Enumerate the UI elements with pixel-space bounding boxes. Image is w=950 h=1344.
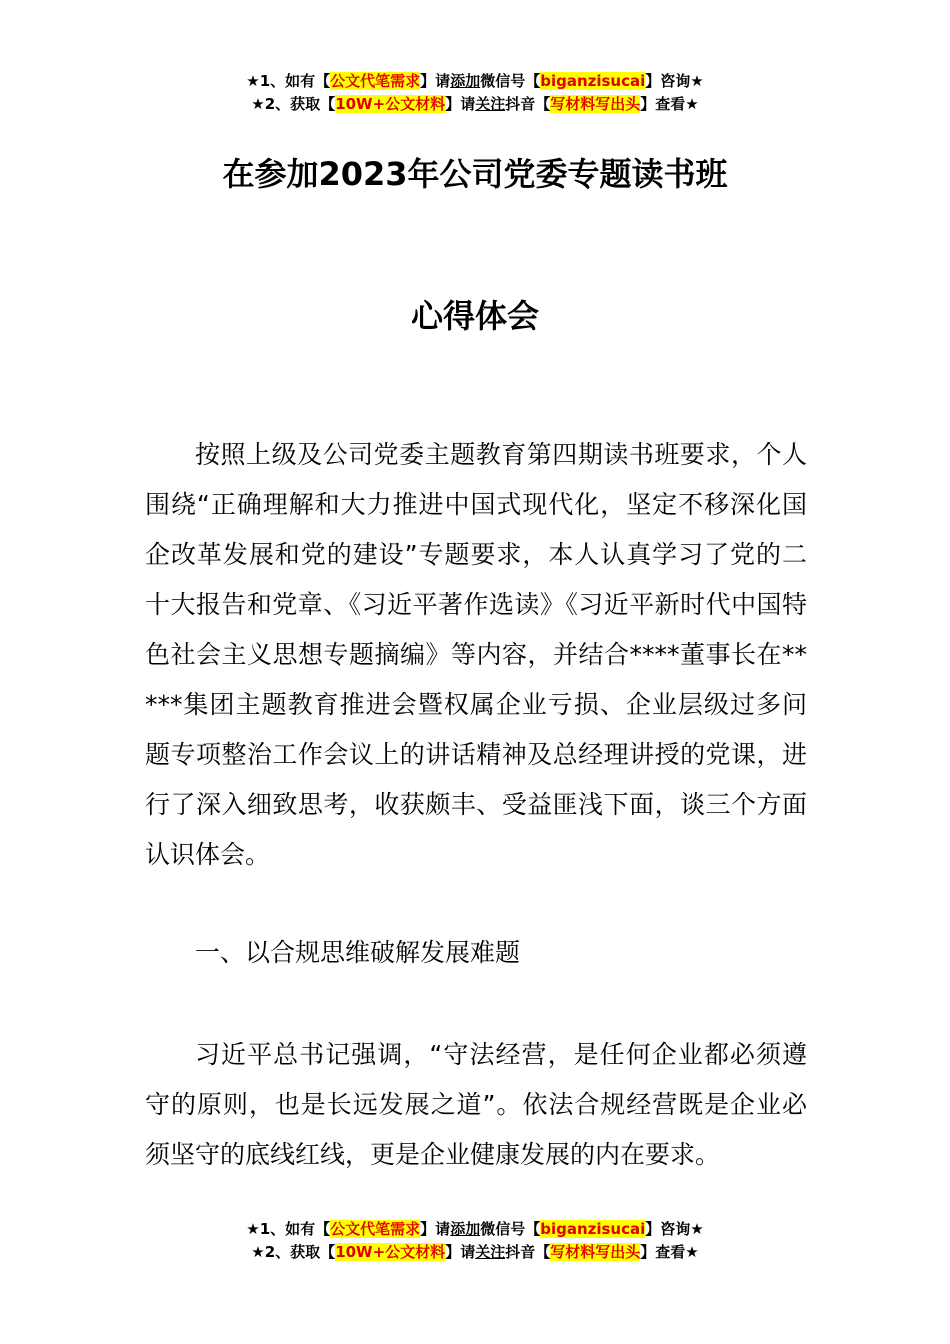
banner-highlight: biganzisucai	[540, 1220, 646, 1238]
body-paragraph: 按照上级及公司党委主题教育第四期读书班要求，个人围绕“正确理解和大力推进中国式现代化，坚定不移深化国企改革发展和党的建设”专题要求，本人认真学习了党的二十大报告和党章、《习近平著作选读》《习近平新时代中国特色社会主义思想专题摘编》等内容，并结合****董事长在*****集团主题教育推进会暨权属企业亏损、企业层级过多问题专项整治工作会议上的讲话精神及总经理讲授的党课，进行了深入细致思考，收获颇丰、受益匪浅下面，谈三个方面认识体会。	[145, 440, 807, 869]
bottom-banner	[0, 1218, 950, 1264]
banner-text: 】咨询★	[645, 1220, 704, 1238]
banner-highlight: 公文代笔需求	[330, 1220, 421, 1238]
banner-underlined-text: 关注	[475, 95, 506, 113]
banner-highlight: 写材料写出头	[550, 95, 641, 113]
banner-highlight: 公文代笔需求	[330, 72, 421, 90]
banner-text: ★2、获取【	[251, 95, 336, 113]
banner-highlight: 10W+公文材料	[335, 1243, 446, 1261]
banner-underlined-text: 添加	[450, 72, 481, 90]
banner-text: 】请	[420, 72, 451, 90]
top-banner	[0, 70, 950, 116]
document-title-line-1: 在参加2023年公司党委专题读书班	[222, 155, 728, 193]
banner-line-1	[0, 70, 950, 93]
banner-text: 微信号【	[480, 1220, 541, 1238]
banner-text: 】咨询★	[645, 72, 704, 90]
banner-highlight: 写材料写出头	[550, 1243, 641, 1261]
section-heading: 一、以合规思维破解发展难题	[195, 938, 521, 967]
banner-line-1	[0, 1218, 950, 1241]
body-paragraph: 习近平总书记强调，“守法经营，是任何企业都必须遵守的原则，也是长远发展之道”。依法合规经营既是企业必须坚守的底线红线，更是企业健康发展的内在要求。	[145, 1040, 807, 1169]
banner-text: 】请	[445, 95, 476, 113]
banner-underlined-text: 关注	[475, 1243, 506, 1261]
banner-highlight: 10W+公文材料	[335, 95, 446, 113]
banner-line-2	[0, 1241, 950, 1264]
banner-text: 】查看★	[640, 95, 699, 113]
banner-text: ★2、获取【	[251, 1243, 336, 1261]
banner-highlight: biganzisucai	[540, 72, 646, 90]
document-title-line-2: 心得体会	[410, 297, 539, 335]
banner-text: ★1、如有【	[246, 1220, 331, 1238]
banner-text: 抖音【	[505, 95, 551, 113]
banner-text: 】请	[420, 1220, 451, 1238]
banner-text: 微信号【	[480, 72, 541, 90]
banner-text: 】查看★	[640, 1243, 699, 1261]
banner-text: 】请	[445, 1243, 476, 1261]
banner-underlined-text: 添加	[450, 1220, 481, 1238]
banner-line-2	[0, 93, 950, 116]
banner-text: 抖音【	[505, 1243, 551, 1261]
banner-text: ★1、如有【	[246, 72, 331, 90]
